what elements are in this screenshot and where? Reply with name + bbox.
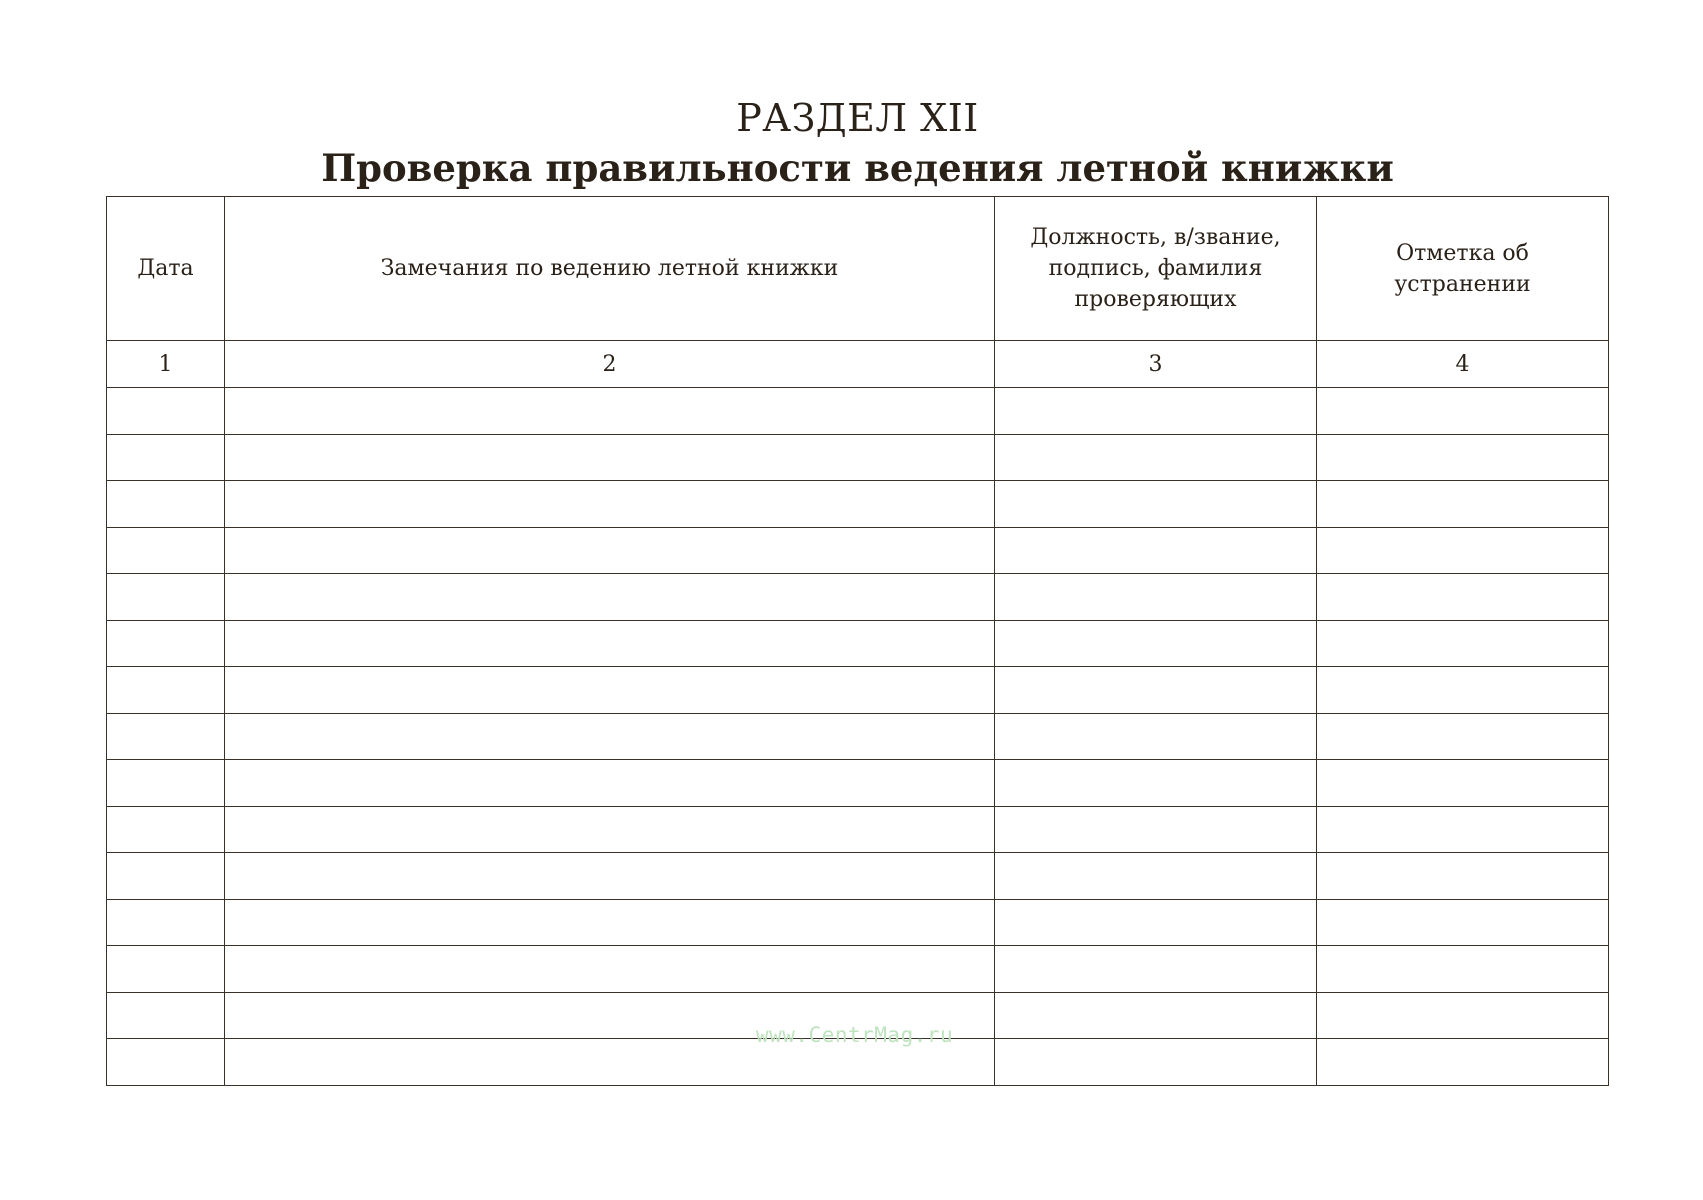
correction-cell[interactable] [1317, 806, 1609, 853]
remarks-cell[interactable] [225, 806, 995, 853]
inspector-cell[interactable] [995, 667, 1317, 714]
inspector-cell[interactable] [995, 1039, 1317, 1086]
remarks-cell[interactable] [225, 853, 995, 900]
inspector-cell[interactable] [995, 899, 1317, 946]
date-cell[interactable] [107, 853, 225, 900]
date-cell[interactable] [107, 481, 225, 528]
date-cell[interactable] [107, 620, 225, 667]
date-cell[interactable] [107, 434, 225, 481]
inspector-cell[interactable] [995, 388, 1317, 435]
date-cell[interactable] [107, 760, 225, 807]
date-cell[interactable] [107, 1039, 225, 1086]
correction-cell[interactable] [1317, 481, 1609, 528]
inspector-cell[interactable] [995, 434, 1317, 481]
column-header-remarks: Замечания по ведению летной книжки [225, 197, 995, 341]
table-row [107, 899, 1609, 946]
table-row [107, 434, 1609, 481]
column-number-row [107, 341, 1609, 388]
remarks-cell[interactable] [225, 434, 995, 481]
date-cell[interactable] [107, 713, 225, 760]
table-row [107, 806, 1609, 853]
column-header-inspector-label: Должность, в/звание, подпись, фамилия проверяющих [1030, 225, 1281, 312]
column-header-inspector [995, 197, 1317, 341]
table-row [107, 527, 1609, 574]
table-header-row [107, 197, 1609, 341]
correction-cell[interactable] [1317, 713, 1609, 760]
inspector-cell[interactable] [995, 713, 1317, 760]
column-header-date: Дата [107, 197, 225, 341]
date-cell[interactable] [107, 946, 225, 993]
remarks-cell[interactable] [225, 388, 995, 435]
inspector-cell[interactable] [995, 806, 1317, 853]
table-row [107, 620, 1609, 667]
table-row [107, 760, 1609, 807]
table-row [107, 946, 1609, 993]
remarks-cell[interactable] [225, 713, 995, 760]
correction-cell[interactable] [1317, 574, 1609, 621]
remarks-cell[interactable] [225, 946, 995, 993]
correction-cell[interactable] [1317, 992, 1609, 1039]
correction-cell[interactable] [1317, 620, 1609, 667]
correction-cell[interactable] [1317, 667, 1609, 714]
table-row [107, 853, 1609, 900]
column-number-3: 3 [995, 341, 1317, 388]
correction-cell[interactable] [1317, 760, 1609, 807]
inspector-cell[interactable] [995, 481, 1317, 528]
table-row [107, 481, 1609, 528]
logbook-check-table [106, 196, 1609, 1086]
page-title: Проверка правильности ведения летной книжки [321, 146, 1394, 190]
inspector-cell[interactable] [995, 527, 1317, 574]
inspector-cell[interactable] [995, 946, 1317, 993]
table-row [107, 388, 1609, 435]
remarks-cell[interactable] [225, 620, 995, 667]
correction-cell[interactable] [1317, 1039, 1609, 1086]
date-cell[interactable] [107, 992, 225, 1039]
column-number-1: 1 [107, 341, 225, 388]
correction-cell[interactable] [1317, 946, 1609, 993]
date-cell[interactable] [107, 667, 225, 714]
correction-cell[interactable] [1317, 434, 1609, 481]
table-row [107, 574, 1609, 621]
watermark-text: www.CentrMag.ru [756, 1023, 954, 1047]
inspector-cell[interactable] [995, 992, 1317, 1039]
date-cell[interactable] [107, 527, 225, 574]
column-number-4: 4 [1317, 341, 1609, 388]
correction-cell[interactable] [1317, 853, 1609, 900]
section-label: РАЗДЕЛ XII [736, 96, 979, 140]
column-header-correction-mark [1317, 197, 1609, 341]
column-number-2: 2 [225, 341, 995, 388]
inspector-cell[interactable] [995, 760, 1317, 807]
remarks-cell[interactable] [225, 760, 995, 807]
inspector-cell[interactable] [995, 574, 1317, 621]
remarks-cell[interactable] [225, 899, 995, 946]
date-cell[interactable] [107, 388, 225, 435]
inspector-cell[interactable] [995, 853, 1317, 900]
remarks-cell[interactable] [225, 574, 995, 621]
remarks-cell[interactable] [225, 481, 995, 528]
table-row [107, 667, 1609, 714]
column-header-correction-label: Отметка об устранении [1394, 240, 1531, 297]
date-cell[interactable] [107, 574, 225, 621]
correction-cell[interactable] [1317, 388, 1609, 435]
correction-cell[interactable] [1317, 527, 1609, 574]
remarks-cell[interactable] [225, 527, 995, 574]
date-cell[interactable] [107, 899, 225, 946]
date-cell[interactable] [107, 806, 225, 853]
correction-cell[interactable] [1317, 899, 1609, 946]
remarks-cell[interactable] [225, 667, 995, 714]
inspector-cell[interactable] [995, 620, 1317, 667]
table-row [107, 713, 1609, 760]
